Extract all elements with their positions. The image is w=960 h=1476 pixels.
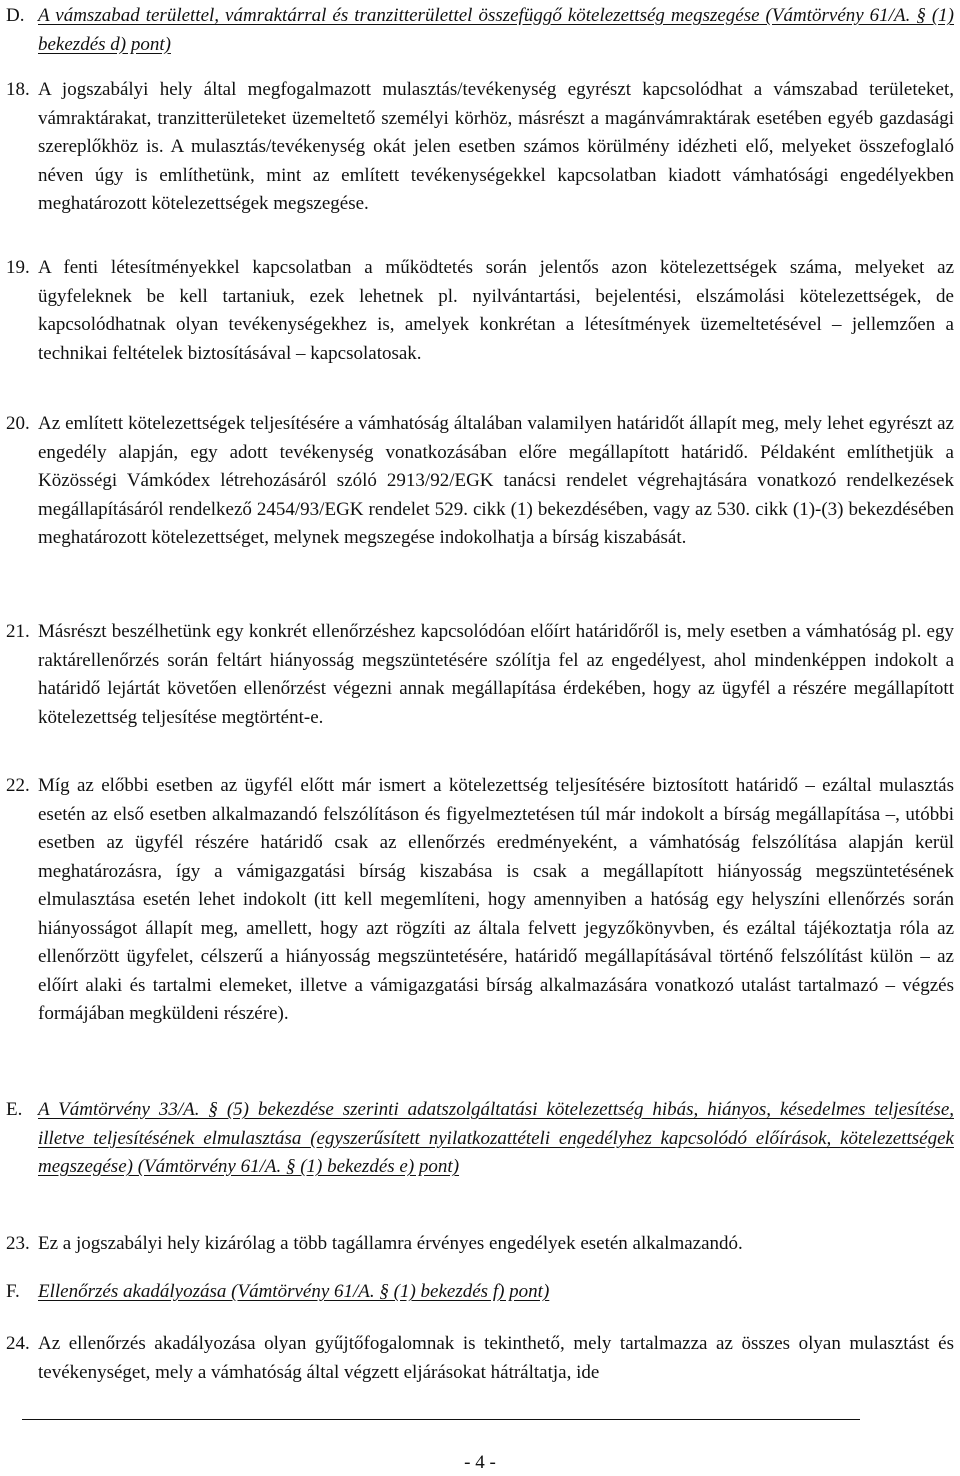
paragraph-number: 23. [6,1233,30,1254]
paragraph-text: A fenti létesítményekkel kapcsolatban a működtetés során jelentős azon kötelezettségek száma, melyeket az ügyfeleknek be kell tartaniuk, ezek lehetnek pl. nyilvántartási, bejelentési, elszámolási kötelezettségek, de kapcsolódhatnak olyan tevékenységekhez is, amelyek konkrétan a létesítmények üzemeltetésével – jellemzően a technikai feltételek biztosításával – kapcsolatosak. [38,257,954,364]
section-heading-text: A Vámtörvény 33/A. § (5) bekezdése szerinti adatszolgáltatási kötelezettség hibás, hiányos, késedelmes teljesítése, illetve teljesítésének elmulasztása (egyszerűsített nyilatkozattételi engedélyhez kapcsolódó előírások, kötelezettségek megszegése) (Vámtörvény 61/A. § (1) bekezdés e) pont) [38,1099,954,1177]
section-label: D. [6,5,25,26]
paragraph-text: A jogszabályi hely által megfogalmazott mulasztás/tevékenység egyrészt kapcsolódhat a vámszabad területeket, vámraktárakat, tranzitterületeket üzemeltető személyi körhöz, másrészt a magánvámraktárak esetében egyéb gazdasági szereplőkhöz is. A mulasztás/tevékenység okát jelen esetben számos körülmény idézheti elő, melyeket összefoglaló néven úgy is említhetünk, mint az említett tevékenységekkel kapcsolatban kiadott vámhatósági engedélyekben meghatározott kötelezettségek megszegése. [38,79,954,214]
paragraph-number: 20. [6,413,30,434]
paragraph-text: Míg az előbbi esetben az ügyfél előtt már ismert a kötelezettség teljesítésére biztosított határidő – ezáltal mulasztás esetén az első esetben alkalmazandó felszólításon és figyelmeztetésen túl már indokolt a bírság megállapítása –, utóbbi esetben az ügyfél részére határidő csak az ellenőrzés eredményeként, a vámhatóság felszólítása alapján kerül meghatározásra, így a vámigazgatási bírság kiszabása is csak a megállapított hiányosság megszüntetésének elmulasztása esetén lehet indokolt (itt kell megemlíteni, hogy amennyiben a hatóság egy helyszíni ellenőrzés során hiányosságot állapít meg, amellett, hogy azt rögzíti az általa felvett jegyzőkönyvben, és ezáltal tájékoztatja róla az ellenőrzött ügyfelet, célszerű a hiányosság megszüntetésére, határidő megállapításával történő felszólítást külön – az előírt alaki és tartalmi elemeket, illetve a vámigazgatási bírság alkalmazására vonatkozó utalást tartalmazó – végzés formájában megküldeni részére). [38,775,954,1024]
section-label: E. [6,1099,23,1120]
paragraph-number: 18. [6,79,30,100]
paragraph-text: Másrészt beszélhetünk egy konkrét ellenőrzéshez kapcsolódóan előírt határidőről is, mely esetben a vámhatóság pl. egy raktárellenőrzés során feltárt hiányosság megszüntetésére szólítja fel az engedélyest, ahol mindenképpen indokolt a határidő lejártát követően ellenőrzést végezni annak megállapítása érdekében, hogy az ügyfél a részére megállapított kötelezettség teljesítése megtörtént-e. [38,621,954,728]
footer-divider [22,1419,860,1420]
section-heading-text: Ellenőrzés akadályozása (Vámtörvény 61/A. § (1) bekezdés f) pont) [38,1281,550,1302]
paragraph-number: 24. [6,1333,30,1354]
paragraph-text: Az említett kötelezettségek teljesítésére a vámhatóság általában valamilyen határidőt állapít meg, mely lehet egyrészt az engedély alapján, egy adott tevékenység vonatkozásában előre megállapított határidő. Példaként említhetjük a Közösségi Vámkódex létrehozásáról szóló 2913/92/EGK tanácsi rendelet végrehajtására vonatkozó rendelkezések megállapításáról rendelkező 2454/93/EGK rendelet 529. cikk (1) bekezdésében, vagy az 530. cikk (1)-(3) bekezdésében meghatározott kötelezettséget, melynek megszegése indokolhatja a bírság kiszabását. [38,413,954,548]
paragraph-number: 19. [6,257,30,278]
paragraph-text: Az ellenőrzés akadályozása olyan gyűjtőfogalomnak is tekinthető, mely tartalmazza az összes olyan mulasztást és tevékenységet, mely a vámhatóság által végzett eljárásokat hátráltatja, ide [38,1333,954,1383]
paragraph-number: 21. [6,621,30,642]
page-number: - 4 - [464,1452,496,1473]
paragraph-text: Ez a jogszabályi hely kizárólag a több tagállamra érvényes engedélyek esetén alkalmazandó. [38,1233,743,1254]
section-heading-text: A vámszabad területtel, vámraktárral és tranzitterülettel összefüggő kötelezettség megszegése (Vámtörvény 61/A. § (1) bekezdés d) pont) [38,5,954,55]
section-label: F. [6,1281,20,1302]
paragraph-number: 22. [6,775,30,796]
